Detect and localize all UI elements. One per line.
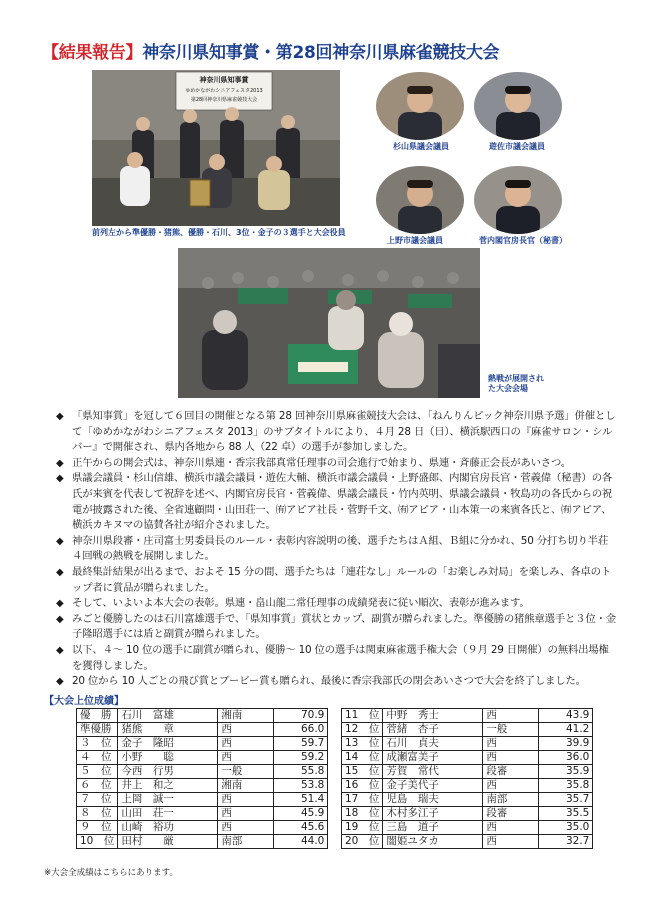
result-row (342, 765, 593, 779)
banner-line-1: 神奈川県知事賞 (199, 76, 249, 84)
region-cell: 西 (218, 793, 274, 807)
venue-photo (178, 248, 480, 398)
score-cell: 70.9 (274, 709, 328, 723)
region-cell: 湘南 (218, 779, 274, 793)
rank-cell: 17 位 (342, 793, 383, 807)
banner-line-2: ゆめかながわシニアフェスタ2013 (185, 88, 263, 94)
region-cell: 西 (483, 737, 539, 751)
result-row (342, 821, 593, 835)
bullet-paragraph: ◆ 県議会議員・杉山信雄、横浜市議会議員・遊佐大輔、横浜市議会議員・上野盛郎、内閣官房長官・菅義偉（秘書）の各氏が来賓を代表して祝辞を述べ、内閣官房長官・菅義偉、県議会議長・竹内英明、県議会議員・牧島功の各氏からの祝電が披露された後、全省連顧問・山田荘一、㈲アピア社長・菅野千文、㈲アピア・山本策一の来賓各氏と、㈲アピア、横浜カキヌマの協賛各社が紹介されました。 (56, 472, 613, 532)
region-cell: 西 (218, 737, 274, 751)
result-row (77, 737, 328, 751)
results-footnote: ※大会全成績はこちらにあります。 (44, 868, 178, 878)
rank-cell: 20 位 (342, 835, 383, 849)
result-row (342, 709, 593, 723)
rank-cell: ６ 位 (77, 779, 118, 793)
rank-cell: ７ 位 (77, 793, 118, 807)
rank-cell: 16 位 (342, 779, 383, 793)
player-name-cell: 山田 荘一 (118, 807, 218, 821)
player-name-cell: 児島 瑞夫 (383, 793, 483, 807)
result-row (342, 751, 593, 765)
player-name-cell: 中野 秀士 (383, 709, 483, 723)
region-cell: 西 (218, 723, 274, 737)
score-cell: 53.8 (274, 779, 328, 793)
player-name-cell: 芳賀 常代 (383, 765, 483, 779)
rank-cell: 15 位 (342, 765, 383, 779)
score-cell: 45.6 (274, 821, 328, 835)
venue-photo-caption: 熱戦が展開された大会会場 (488, 374, 544, 393)
report-body (56, 409, 616, 690)
result-row (342, 807, 593, 821)
group-photo (92, 70, 340, 226)
rank-cell: 準優勝 (77, 723, 118, 737)
rank-cell: 19 位 (342, 821, 383, 835)
portrait-sugiyama (376, 72, 464, 140)
rank-cell: 12 位 (342, 723, 383, 737)
region-cell: 西 (483, 821, 539, 835)
result-row (77, 793, 328, 807)
title-text: 神奈川県知事賞・第28回神奈川県麻雀競技大会 (142, 43, 500, 63)
result-row (77, 835, 328, 849)
region-cell: 一般 (218, 765, 274, 779)
portrait-caption-4: 菅内閣官房長官（秘書） (479, 236, 567, 245)
bullet-paragraph: ◆ 以下、４～ 10 位の選手に副賞が贈られ、優勝～ 10 位の選手は関東麻雀選手権大会（９月 29 日開催）の無料出場権を獲得しました。 (56, 643, 609, 672)
result-row (77, 709, 328, 723)
rank-cell: ８ 位 (77, 807, 118, 821)
region-cell: 一般 (483, 723, 539, 737)
region-cell: 西 (483, 709, 539, 723)
rank-cell: 14 位 (342, 751, 383, 765)
score-cell: 55.8 (274, 765, 328, 779)
report-tag: 【結果報告】 (42, 43, 143, 63)
result-row (342, 779, 593, 793)
player-name-cell: 成瀬富美子 (383, 751, 483, 765)
score-cell: 43.9 (539, 709, 593, 723)
portrait-yusa (474, 72, 562, 140)
player-name-cell: 金子 隆昭 (118, 737, 218, 751)
diamond-bullet-icon: ◆ (56, 613, 64, 625)
result-row (342, 835, 593, 849)
rank-cell: ４ 位 (77, 751, 118, 765)
region-cell: 西 (218, 821, 274, 835)
player-name-cell: 三島 道子 (383, 821, 483, 835)
score-cell: 41.2 (539, 723, 593, 737)
region-cell: 段審 (483, 765, 539, 779)
score-cell: 35.9 (539, 765, 593, 779)
player-name-cell: 今西 行男 (118, 765, 218, 779)
bullet-paragraph: ◆ 最終集計結果が出るまで、およそ 15 分の間、選手たちは「連荘なし」ルールの「お楽しみ対局」を楽しみ、各卓のトップ者に賞品が贈られました。 (56, 565, 611, 594)
score-cell: 36.0 (539, 751, 593, 765)
diamond-bullet-icon: ◆ (56, 566, 64, 578)
diamond-bullet-icon: ◆ (56, 598, 64, 610)
result-row (342, 723, 593, 737)
portrait-caption-1: 杉山県議会議員 (393, 142, 449, 151)
result-row (77, 751, 328, 765)
result-row (342, 793, 593, 807)
score-cell: 59.2 (274, 751, 328, 765)
region-cell: 南部 (483, 793, 539, 807)
diamond-bullet-icon: ◆ (56, 676, 64, 688)
result-row (77, 765, 328, 779)
player-name-cell: 石川 富雄 (118, 709, 218, 723)
player-name-cell: 井上 和之 (118, 779, 218, 793)
results-table-left (76, 708, 328, 849)
score-cell: 35.8 (539, 779, 593, 793)
banner-line-3: 第28回神奈川県麻雀競技大会 (190, 97, 258, 103)
portrait-suga-secretary (474, 166, 562, 234)
region-cell: 西 (483, 751, 539, 765)
player-name-cell: 木村多江子 (383, 807, 483, 821)
result-row (77, 723, 328, 737)
player-name-cell: 山崎 裕功 (118, 821, 218, 835)
player-name-cell: 上岡 誠一 (118, 793, 218, 807)
bullet-paragraph: ◆ そして、いよいよ本大会の表彰。県連・畠山龍二常任理事の成績発表に従い順次、表彰が進みます。 (56, 596, 616, 612)
result-row (342, 737, 593, 751)
region-cell: 西 (483, 779, 539, 793)
bullet-paragraph: ◆ 「県知事賞」を冠して６回目の開催となる第 28 回神奈川県麻雀競技大会は、「ねんりんピック神奈川県予選」併催として「ゆめかながわシニアフェスタ 2013」のサブタイトルにより、４月 28 日（日）、横浜駅西口の『麻雀サロン・シルバー』で開催され、県内各地から 88 人（22 卓）の選手が参加しました。 (56, 410, 616, 454)
page-title (42, 38, 622, 64)
diamond-bullet-icon: ◆ (56, 473, 64, 485)
region-cell: 西 (218, 751, 274, 765)
score-cell: 39.9 (539, 737, 593, 751)
region-cell: 段審 (483, 807, 539, 821)
bullet-paragraph: ◆ 神奈川県段審・庄司富士男委員長のルール・表彰内容説明の後、選手たちはＡ組、Ｂ組に分かれ、50 分打ち切り半荘４回戦の熱戦を展開しました。 (56, 534, 609, 563)
player-name-cell: 金子美代子 (383, 779, 483, 793)
player-name-cell: 闇姫ユタカ (383, 835, 483, 849)
rank-cell: 11 位 (342, 709, 383, 723)
rank-cell: 18 位 (342, 807, 383, 821)
rank-cell: ５ 位 (77, 765, 118, 779)
region-cell: 西 (218, 807, 274, 821)
group-photo-caption: 前列左から準優勝・猪熊、優勝・石川、3位・金子の３選手と大会役員 (92, 228, 346, 237)
score-cell: 51.4 (274, 793, 328, 807)
score-cell: 59.7 (274, 737, 328, 751)
diamond-bullet-icon: ◆ (56, 411, 64, 422)
bullet-paragraph: ◆ 正午からの開会式は、神奈川県連・香宗我部真常任理事の司会進行で始まり、県連・斉藤正会長があいさつ。 (56, 456, 616, 472)
rank-cell: 13 位 (342, 737, 383, 751)
player-name-cell: 小野 聡 (118, 751, 218, 765)
score-cell: 32.7 (539, 835, 593, 849)
portrait-caption-2: 遊佐市議会議員 (489, 142, 545, 151)
bullet-paragraph: ◆ 20 位から 10 人ごとの飛び賞とブービー賞も贈られ、最後に香宗我部氏の閉会あいさつで大会を終了しました。 (56, 674, 616, 690)
region-cell: 湘南 (218, 709, 274, 723)
portrait-ueno (376, 166, 464, 234)
results-heading: 【大会上位成績】 (44, 696, 124, 707)
rank-cell: ３ 位 (77, 737, 118, 751)
region-cell: 西 (483, 835, 539, 849)
bullet-paragraph: ◆ みごと優勝したのは石川富雄選手で、「県知事賞」賞状とカップ、副賞が贈られました。準優勝の猪熊章選手と３位・金子隆昭選手には盾と副賞が贈られました。 (56, 612, 616, 641)
score-cell: 35.0 (539, 821, 593, 835)
results-table-right (341, 708, 593, 849)
player-name-cell: 猪熊 章 (118, 723, 218, 737)
score-cell: 35.7 (539, 793, 593, 807)
result-row (77, 807, 328, 821)
diamond-bullet-icon: ◆ (56, 535, 64, 547)
player-name-cell: 菅緒 杏子 (383, 723, 483, 737)
result-row (77, 779, 328, 793)
rank-cell: 優 勝 (77, 709, 118, 723)
rank-cell: ９ 位 (77, 821, 118, 835)
result-row (77, 821, 328, 835)
rank-cell: 10 位 (77, 835, 118, 849)
score-cell: 45.9 (274, 807, 328, 821)
player-name-cell: 田村 厳 (118, 835, 218, 849)
score-cell: 44.0 (274, 835, 328, 849)
portrait-caption-3: 上野市議会議員 (387, 236, 443, 245)
score-cell: 35.5 (539, 807, 593, 821)
region-cell: 南部 (218, 835, 274, 849)
diamond-bullet-icon: ◆ (56, 644, 64, 656)
diamond-bullet-icon: ◆ (56, 457, 64, 469)
score-cell: 66.0 (274, 723, 328, 737)
player-name-cell: 石川 貞夫 (383, 737, 483, 751)
